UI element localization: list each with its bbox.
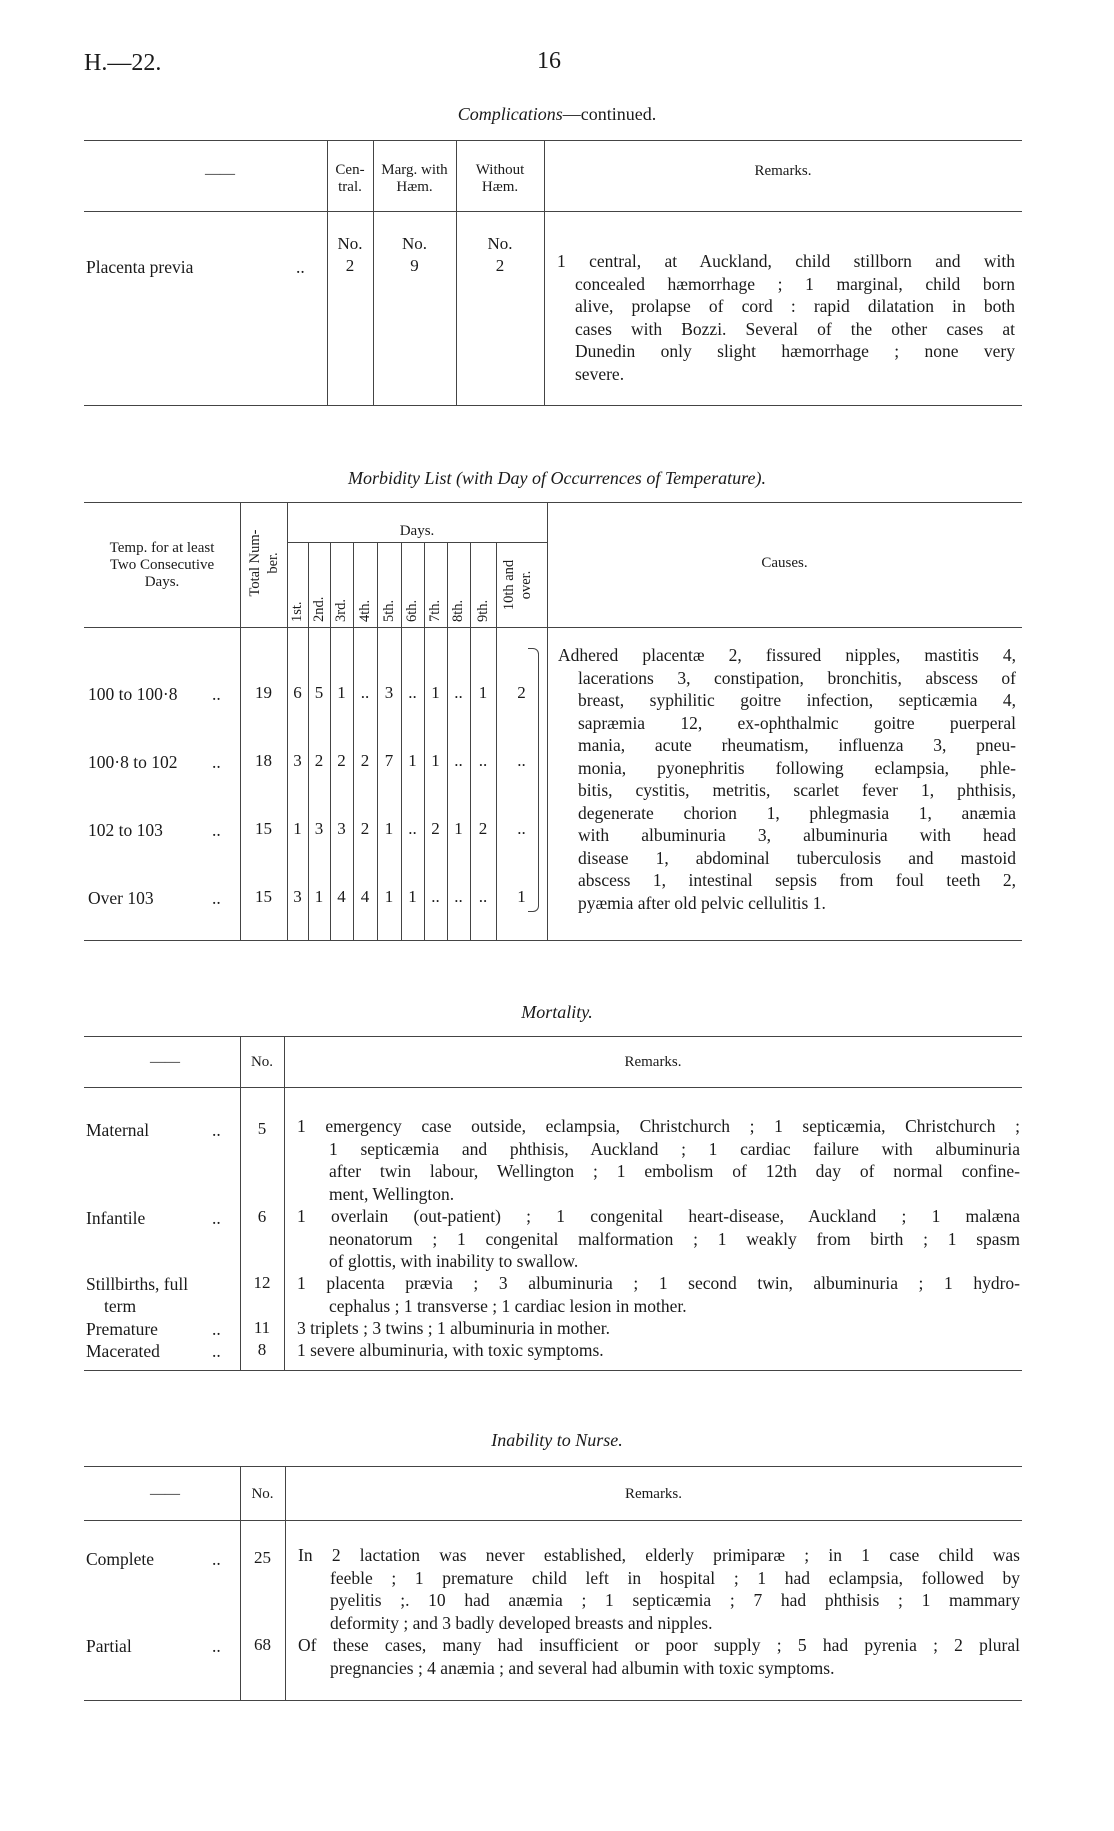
morbidity-title: Morbidity List (with Day of Occurrences of Temperature). — [348, 468, 766, 488]
mortality-count: 12 — [253, 1273, 271, 1292]
col-no: No. — [251, 1486, 274, 1502]
total-number-header: Total Num- ber. — [247, 529, 281, 597]
temp-range: Over 103 — [88, 888, 154, 908]
without-count: 2 — [495, 256, 505, 275]
day-label: 5th. — [380, 599, 397, 622]
day-count: 2 — [360, 751, 370, 770]
cause-line: with albuminuria 3, albuminuria with head — [578, 825, 1016, 845]
mortality-label-cont: term — [104, 1296, 137, 1316]
brace — [528, 648, 539, 912]
unit-label: No. — [487, 234, 513, 253]
rule — [84, 627, 1022, 628]
col-blank: —— — [150, 1054, 180, 1070]
remark-line: 1 emergency case outside, eclampsia, Christchurch ; 1 septicæmia, Christchurch ; — [297, 1116, 1020, 1136]
remark-line: pyelitis ;. 10 had anæmia ; 1 septicæmia ; 7 had phthisis ; 1 mammary — [330, 1590, 1020, 1610]
cause-line: bitis, cystitis, metritis, scarlet fever 1, phthisis, — [578, 780, 1016, 800]
day-count: .. — [478, 887, 488, 906]
day-count: 1 — [408, 751, 417, 770]
day-count: 4 — [337, 887, 346, 906]
remark-line: of glottis, with inability to swallow. — [329, 1251, 579, 1271]
day-divider — [424, 542, 425, 940]
leader-dots: .. — [212, 1319, 221, 1339]
remark-line: 1 overlain (out-patient) ; 1 congenital heart-disease, Auckland ; 1 malæna — [297, 1206, 1020, 1226]
rule — [84, 1700, 1022, 1701]
day-label: 4th. — [356, 599, 373, 622]
mortality-count: 5 — [257, 1119, 267, 1138]
infantile-remarks — [297, 1205, 1020, 1273]
day-count: 1 — [337, 683, 346, 702]
remark-line: neonatorum ; 1 congenital malformation ; 1 weakly from birth ; 1 spasm — [329, 1228, 1020, 1249]
mortality-title: Mortality. — [521, 1002, 593, 1022]
mortality-label: Macerated — [86, 1341, 160, 1361]
central-count: 2 — [345, 256, 355, 275]
col-remarks: Remarks. — [624, 1486, 683, 1502]
mortality-label: Premature — [86, 1319, 158, 1339]
day-count: 3 — [337, 819, 346, 838]
day-count: 3 — [293, 751, 302, 770]
day-count: 2 — [360, 819, 370, 838]
day-label: 7th. — [427, 599, 443, 622]
day-count: 1 — [454, 819, 463, 838]
col-divider — [240, 502, 241, 940]
day-count: .. — [478, 751, 488, 770]
rule — [84, 1520, 1022, 1521]
total-count: 18 — [255, 751, 272, 770]
causes-header: Causes. — [761, 555, 808, 571]
day-count: .. — [408, 683, 417, 702]
day-count: 4 — [360, 887, 370, 906]
placenta-remarks — [557, 250, 1015, 385]
rule — [84, 1370, 1022, 1371]
col-blank: —— — [150, 1486, 180, 1502]
cause-line: breast, syphilitic goitre infection, septicæmia 4, — [578, 690, 1016, 710]
rule — [84, 940, 1022, 941]
mortality-count: 6 — [257, 1207, 267, 1226]
mortality-label: Infantile — [86, 1208, 146, 1228]
inability-label: Partial — [86, 1636, 132, 1656]
mortality-count: 8 — [257, 1340, 267, 1359]
remark-line: 1 septicæmia and phthisis, Auckland ; 1 cardiac failure with albuminuria — [329, 1138, 1020, 1159]
day-count: 1 — [517, 887, 526, 906]
day-label: 9th. — [474, 599, 491, 622]
col-remarks: Remarks. — [624, 1054, 682, 1070]
day-label: 1st. — [289, 601, 305, 622]
leader-dots: .. — [212, 1341, 221, 1361]
col-divider — [284, 1036, 285, 1370]
day-count: 3 — [384, 683, 394, 702]
remark-line: Of these cases, many had insufficient or poor supply ; 5 had pyrenia ; 2 plural — [298, 1635, 1020, 1655]
cause-line: lacerations 3, constipation, bronchitis, abscess of — [578, 667, 1016, 688]
temp-range: 102 to 103 — [88, 820, 163, 840]
day-label: 6th. — [404, 599, 420, 622]
leader-dots: .. — [212, 1549, 221, 1569]
remark-line: severe. — [575, 363, 625, 384]
day-divider — [330, 542, 331, 940]
day-count: 1 — [384, 887, 394, 906]
leader-dots: .. — [296, 257, 305, 277]
leader-dots: .. — [212, 1120, 221, 1140]
leader-dots: .. — [212, 820, 221, 840]
day-count: 2 — [517, 683, 526, 702]
day-divider — [308, 542, 309, 940]
day-count: 1 — [478, 683, 488, 702]
remark-line: 1 placenta prævia ; 3 albuminuria ; 1 second twin, albuminuria ; 1 hydro- — [297, 1273, 1020, 1293]
remark-line: cephalus ; 1 transverse ; 1 cardiac lesion in mother. — [329, 1295, 687, 1316]
day-label: 10th and over. — [501, 559, 534, 611]
complete-remarks — [298, 1544, 1020, 1634]
remark-line: after twin labour, Wellington ; 1 embolism of 12th day of normal confine- — [329, 1161, 1020, 1181]
day-label: 3rd. — [333, 599, 349, 622]
day-divider — [470, 542, 471, 940]
complications-title: Complications—continued. — [457, 104, 657, 124]
col-central: Cen- tral. — [335, 162, 365, 195]
unit-label: No. — [401, 234, 428, 253]
rule — [84, 502, 1022, 503]
causes-text — [558, 644, 1016, 914]
day-count: 1 — [431, 751, 440, 770]
rule — [84, 1087, 1022, 1088]
rule — [84, 405, 1022, 406]
total-count: 15 — [255, 887, 272, 906]
rule — [287, 542, 547, 543]
cause-line: sapræmia 12, ex-ophthalmic goitre puerperal — [578, 712, 1016, 733]
day-count: 6 — [293, 683, 302, 702]
day-count: 2 — [478, 819, 488, 838]
cause-line: Adhered placentæ 2, fissured nipples, mastitis 4, — [558, 645, 1016, 665]
rule — [84, 140, 1022, 141]
day-count: 1 — [408, 887, 417, 906]
inability-count: 25 — [254, 1548, 271, 1567]
day-count: 1 — [431, 683, 440, 702]
remark-line: pregnancies ; 4 anæmia ; and several had albumin with toxic symptoms. — [330, 1657, 835, 1678]
leader-dots: .. — [212, 1208, 221, 1228]
day-count: 2 — [314, 751, 324, 770]
cause-line: degenerate chorion 1, phlegmasia 1, anæmia — [578, 802, 1016, 823]
col-without-haem: Without Hæm. — [475, 162, 525, 195]
day-count: 1 — [293, 819, 302, 838]
day-count: .. — [454, 683, 463, 702]
leader-dots: .. — [212, 888, 221, 908]
day-count: 5 — [314, 683, 324, 702]
cause-line: disease 1, abdominal tuberculosis and mastoid — [578, 847, 1016, 868]
col-divider — [287, 502, 288, 940]
mortality-count: 11 — [253, 1318, 271, 1337]
leader-dots: .. — [212, 684, 221, 704]
temp-range: 100 to 100·8 — [88, 684, 178, 704]
day-count: 1 — [314, 887, 324, 906]
remark-line: cases with Bozzi. Several of the other cases at — [575, 318, 1015, 339]
premature-remarks: 3 triplets ; 3 twins ; 1 albuminuria in mother. — [297, 1318, 611, 1338]
day-count: .. — [431, 887, 440, 906]
col-marg-haem: Marg. with Hæm. — [381, 162, 448, 195]
day-count: 2 — [431, 819, 440, 838]
day-label: 8th. — [450, 599, 466, 622]
leader-dots: .. — [212, 752, 221, 772]
remark-line: deformity ; and 3 badly developed breasts and nipples. — [330, 1612, 713, 1633]
cause-line: pyæmia after old pelvic cellulitis 1. — [578, 892, 826, 913]
day-count: .. — [408, 819, 417, 838]
remark-line: alive, prolapse of cord : rapid dilatation in both — [575, 296, 1015, 316]
temp-header: Temp. for at least Two Consecutive Days. — [109, 540, 215, 590]
mortality-label: Stillbirths, full — [86, 1274, 189, 1294]
partial-remarks — [298, 1634, 1020, 1679]
total-count: 19 — [255, 683, 272, 702]
day-count: 3 — [314, 819, 324, 838]
day-count: .. — [454, 751, 463, 770]
remark-line: concealed hæmorrhage ; 1 marginal, child born — [575, 273, 1015, 294]
day-divider — [401, 542, 402, 940]
day-count: .. — [454, 887, 463, 906]
col-no: No. — [250, 1054, 274, 1070]
row-label: Placenta previa — [86, 257, 194, 277]
remark-line: Dunedin only slight hæmorrhage ; none very — [575, 341, 1015, 361]
cause-line: mania, acute rheumatism, influenza 3, pneu- — [578, 735, 1016, 755]
day-count: 2 — [337, 751, 346, 770]
mortality-label: Maternal — [86, 1120, 150, 1140]
rule — [84, 211, 1022, 212]
day-divider — [353, 542, 354, 940]
col-blank: —— — [205, 166, 235, 182]
macerated-remarks: 1 severe albuminuria, with toxic symptoms. — [297, 1340, 604, 1360]
day-count: .. — [517, 819, 526, 838]
inability-title: Inability to Nurse. — [491, 1430, 623, 1450]
day-divider — [377, 542, 378, 940]
remark-line: ment, Wellington. — [329, 1183, 455, 1204]
day-count: .. — [360, 683, 370, 702]
maternal-remarks — [297, 1115, 1020, 1205]
page-number: 16 — [537, 48, 561, 74]
day-count: 7 — [384, 751, 394, 770]
day-count: 1 — [384, 819, 394, 838]
day-count: 3 — [293, 887, 302, 906]
remark-line: In 2 lactation was never established, elderly primiparæ ; in 1 case child was — [298, 1545, 1020, 1565]
rule — [84, 1036, 1022, 1037]
total-count: 15 — [255, 819, 272, 838]
remark-line: 1 central, at Auckland, child stillborn and with — [557, 251, 1015, 271]
document-code: H.—22. — [84, 50, 162, 76]
stillbirth-remarks — [297, 1272, 1020, 1317]
leader-dots: .. — [212, 1636, 221, 1656]
cause-line: monia, pyonephritis following eclampsia, phle- — [578, 757, 1016, 778]
day-count: .. — [517, 751, 526, 770]
marg-count: 9 — [410, 256, 419, 275]
day-divider — [447, 542, 448, 940]
temp-range: 100·8 to 102 — [88, 752, 178, 772]
cause-line: abscess 1, intestinal sepsis from foul teeth 2, — [578, 870, 1016, 890]
rule — [84, 1466, 1022, 1467]
col-remarks: Remarks. — [754, 163, 812, 179]
remark-line: feeble ; 1 premature child left in hospital ; 1 had eclampsia, followed by — [330, 1567, 1020, 1588]
unit-label: No. — [337, 234, 363, 253]
day-label: 2nd. — [310, 596, 327, 622]
day-divider — [496, 542, 497, 940]
days-header: Days. — [399, 523, 435, 539]
inability-label: Complete — [86, 1549, 155, 1569]
inability-count: 68 — [254, 1635, 271, 1654]
